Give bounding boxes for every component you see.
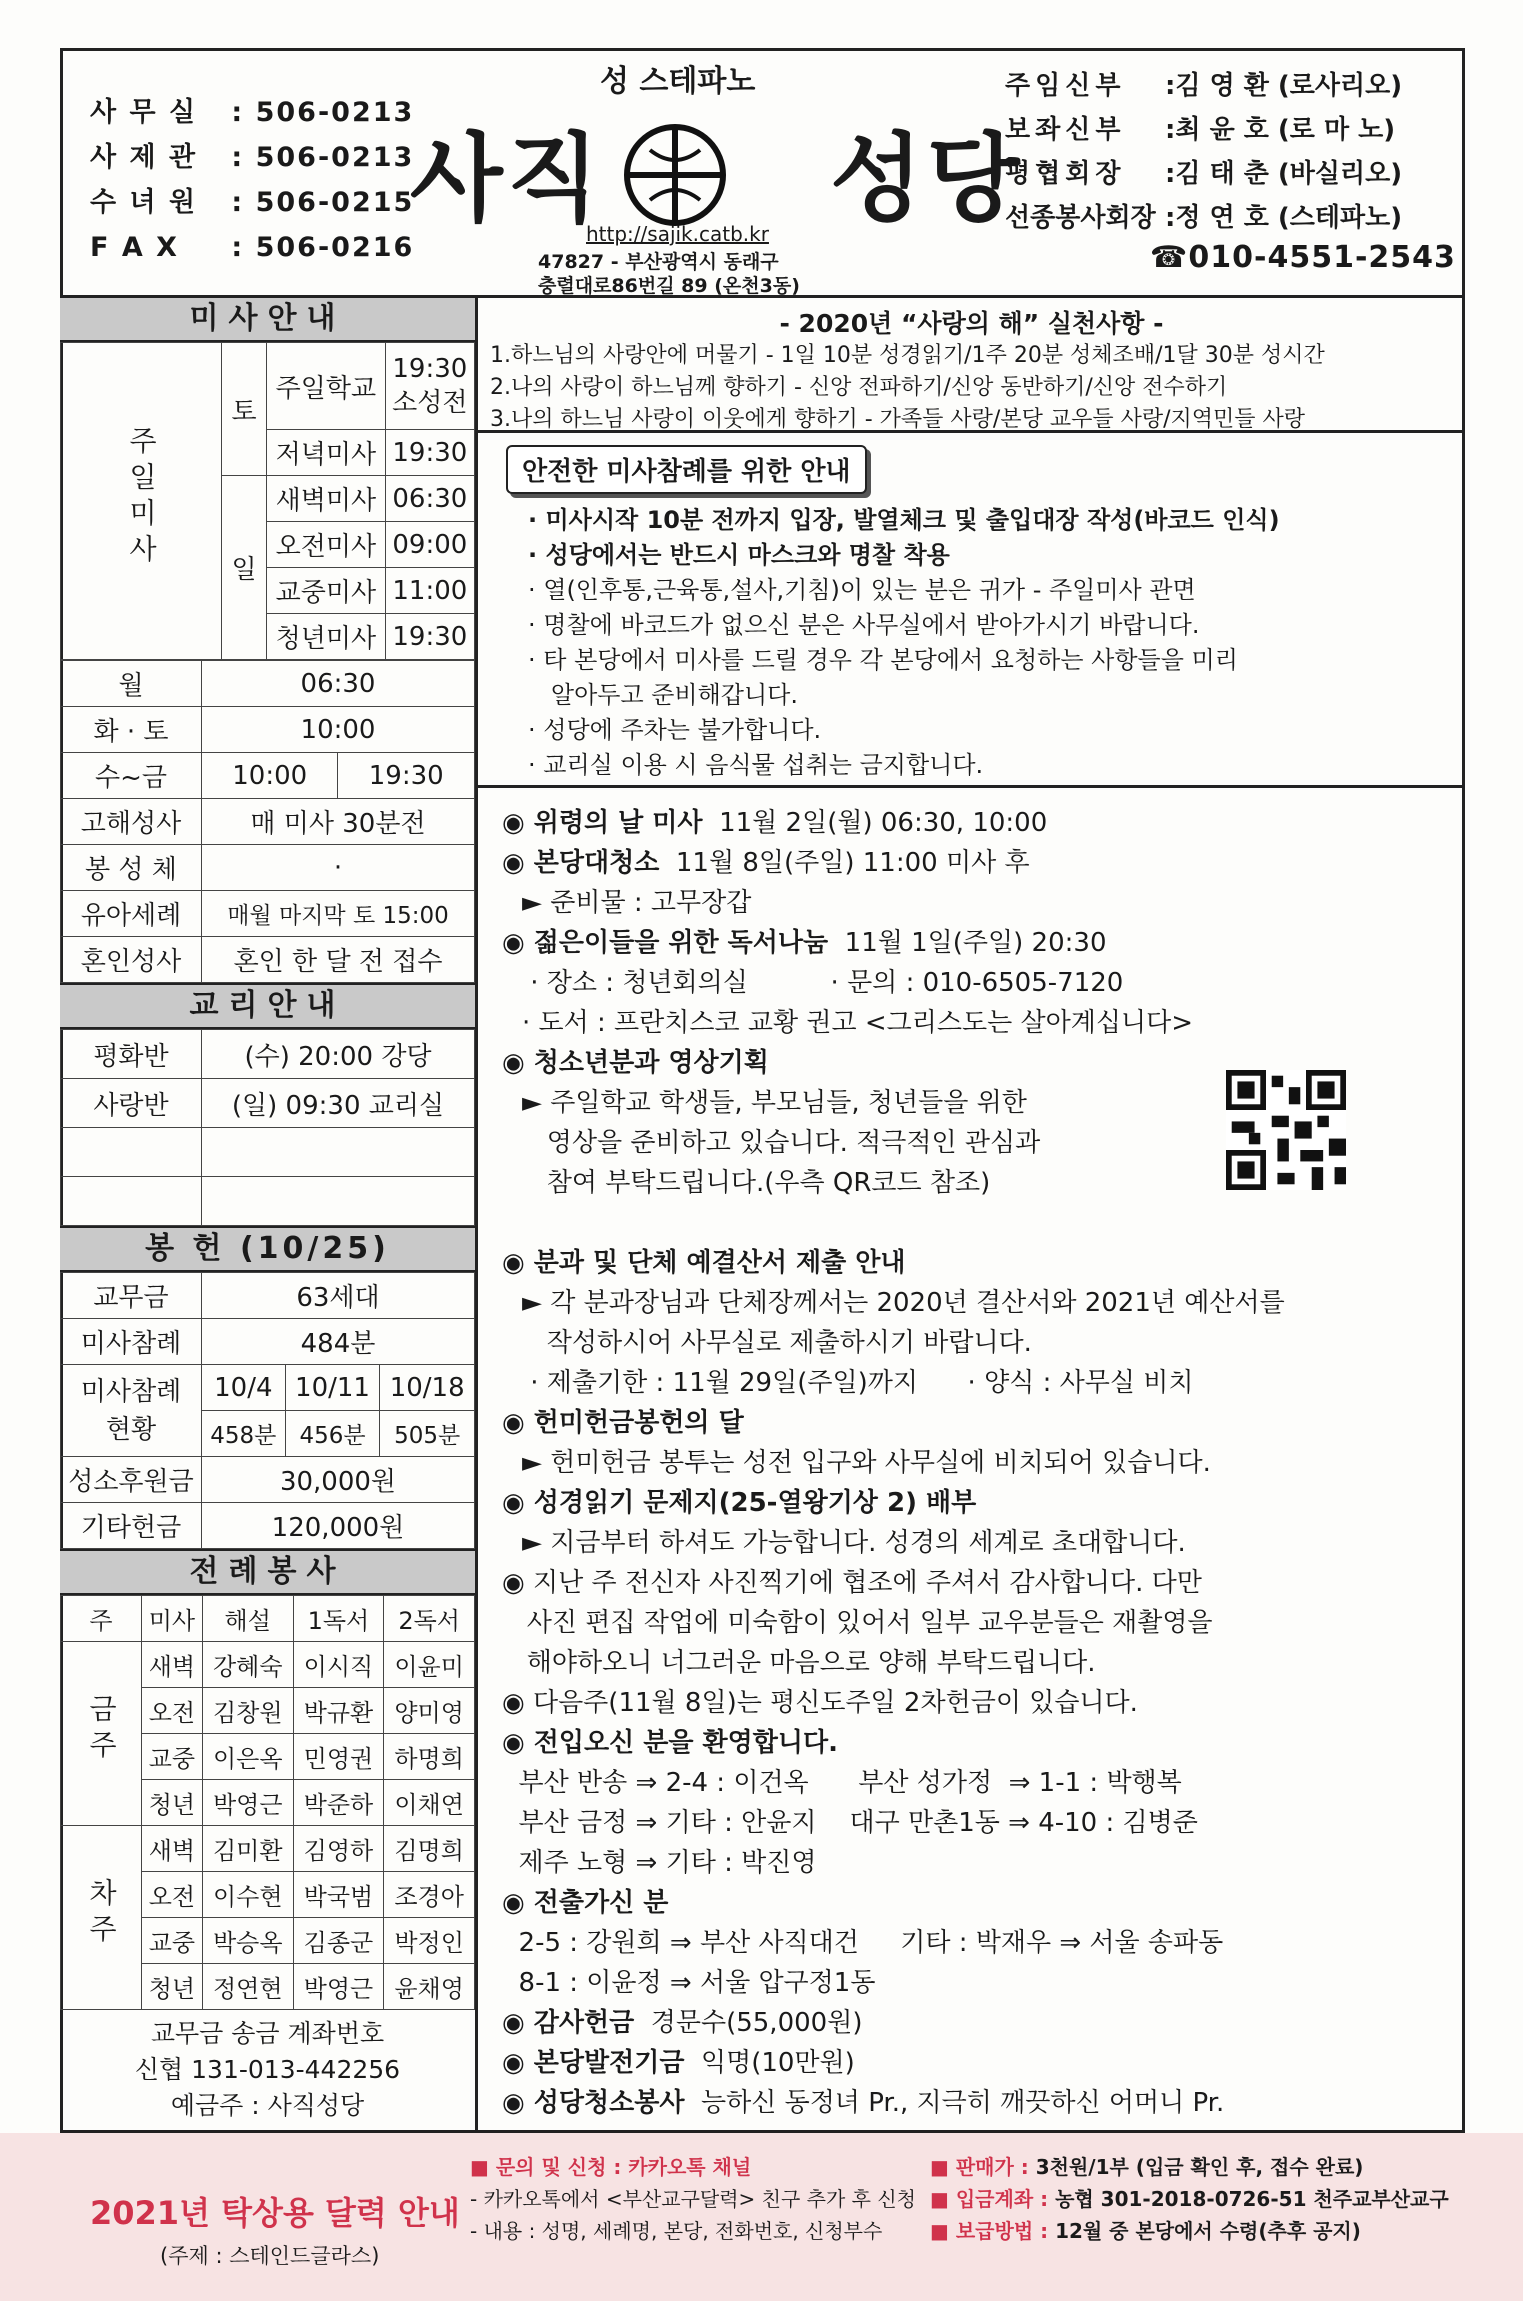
sacrament-name: 혼인성사: [61, 937, 202, 983]
liturgy-cell: 이수현: [202, 1872, 293, 1918]
mass-time: 19:30: [385, 430, 474, 476]
sacrament-name: 봉 성 체: [61, 845, 202, 891]
weekday-time: 10:00: [202, 753, 338, 799]
liturgy-cell: 청년: [142, 1964, 203, 2010]
liturgy-cell: 청년: [142, 1780, 203, 1826]
liturgy-cell: 박영근: [202, 1780, 293, 1826]
liturgy-cell: 박정인: [384, 1918, 475, 1964]
offering-name: 교무금: [61, 1273, 202, 1319]
news-line: · 도서 : 프란치스코 교황 권고 <그리스도는 살아계십니다>: [522, 1008, 1193, 1038]
liturgy-cell: 오전: [142, 1872, 203, 1918]
safety-item: · 성당에 주차는 불가합니다.: [528, 716, 822, 744]
class-name: 평화반: [61, 1030, 202, 1079]
sacrament-value: 혼인 한 달 전 접수: [202, 937, 475, 983]
contact-rectory: 사 제 관 : 506-0213: [90, 142, 415, 173]
liturgy-cell: 박준하: [293, 1780, 384, 1826]
news-line: ◉ 본당발전기금 익명(10만원): [502, 2048, 855, 2078]
empty-cell: [202, 1128, 475, 1177]
header: 사 무 실 : 506-0213 사 제 관 : 506-0213 수 녀 원 : 506-0215 F A X : 506-0216 성 스테파노 사직 성당 http://sajik.catb.kr 47827 - 부산광역시 동래구 충렬대로86번길 89 (온천3동) 주임신부 : 김 영 환 (로사리오) 보좌신부 : 최 윤 호 (로 마 노) 평협회장 : 김 태 춘 (바실리오) 선종봉사회장 : 정 연 호 (스테파노) ☎010-4551-2543: [60, 48, 1465, 298]
safety-item: · 명찰에 바코드가 없으신 분은 사무실에서 받아가시기 바랍니다.: [528, 611, 1200, 639]
news-line: ◉ 청소년분과 영상기획: [502, 1048, 769, 1078]
qr-code-icon[interactable]: [1226, 1070, 1346, 1190]
next-week-label: 차주: [61, 1826, 142, 2010]
staff-list: [1005, 64, 1402, 240]
liturgy-cell: 새벽: [142, 1826, 203, 1872]
liturgy-cell: 이시직: [293, 1642, 384, 1688]
phone-number: ☎010-4551-2543: [1150, 240, 1456, 275]
news-line: ◉ 젊은이들을 위한 독서나눔 11월 1일(주일) 20:30: [502, 928, 1107, 958]
liturgy-cell: 김종군: [293, 1918, 384, 1964]
offering-name: 기타헌금: [61, 1503, 202, 1549]
liturgy-cell: 민영권: [293, 1734, 384, 1780]
offering-value: 484분: [202, 1319, 475, 1365]
contact-office: 사 무 실 : 506-0213: [90, 97, 415, 128]
liturgy-cell: 이윤미: [384, 1642, 475, 1688]
liturgy-cell: 교중: [142, 1734, 203, 1780]
mass-name: 오전미사: [267, 522, 386, 568]
liturgy-header: 미사: [142, 1596, 203, 1642]
catechism-title: 교리안내: [60, 983, 475, 1029]
mass-guide-title: 미사안내: [60, 298, 475, 342]
safety-item: 알아두고 준비해갑니다.: [528, 681, 798, 709]
liturgy-cell: 박영근: [293, 1964, 384, 2010]
mass-name: 교중미사: [267, 568, 386, 614]
weekday-time: 19:30: [338, 753, 475, 799]
liturgy-header: 1독서: [293, 1596, 384, 1642]
liturgy-cell: 정연현: [202, 1964, 293, 2010]
liturgy-cell: 강혜숙: [202, 1642, 293, 1688]
mass-name: 청년미사: [267, 614, 386, 660]
empty-cell: [202, 1177, 475, 1226]
class-name: 사랑반: [61, 1079, 202, 1128]
mass-time: 09:00: [385, 522, 474, 568]
staff-row: 선종봉사회장 : 정 연 호 (스테파노): [1005, 203, 1403, 233]
news-line: ► 각 분과장님과 단체장께서는 2020년 결산서와 2021년 예산서를: [522, 1288, 1285, 1318]
catechism-table: [60, 1029, 475, 1226]
safety-item: · 교리실 이용 시 음식물 섭취는 금지합니다.: [528, 751, 984, 779]
mass-time: 11:00: [385, 568, 474, 614]
sacrament-name: 유아세례: [61, 891, 202, 937]
news-line: 8-1 : 이윤정 ⇒ 서울 압구정1동: [502, 1968, 876, 1998]
news-line: 작성하시어 사무실로 제출하시기 바랍니다.: [522, 1328, 1032, 1358]
news-line: · 장소 : 청년회의실 · 문의 : 010-6505-7120: [522, 968, 1124, 998]
goal-item: 3.나의 하느님 사랑이 이웃에게 향하기 - 가족들 사랑/본당 교우들 사랑/지역민들 사랑: [490, 407, 1306, 432]
news-line: 참여 부탁드립니다.(우측 QR코드 참조): [522, 1168, 991, 1198]
offering-value: 63세대: [202, 1273, 475, 1319]
news-line: ► 주일학교 학생들, 부모님들, 청년들을 위한: [522, 1088, 1027, 1118]
liturgy-cell: 윤채영: [384, 1964, 475, 2010]
news-line: 사진 편집 작업에 미숙함이 있어서 일부 교우분들은 재촬영을: [502, 1608, 1213, 1638]
liturgy-table: [60, 1595, 475, 2010]
mass-name: 새벽미사: [267, 476, 386, 522]
liturgy-cell: 김창원: [202, 1688, 293, 1734]
saturday-label: 토: [222, 343, 267, 476]
news-line: 제주 노형 ⇒ 기타 : 박진영: [502, 1848, 817, 1878]
liturgy-cell: 조경아: [384, 1872, 475, 1918]
address: 47827 - 부산광역시 동래구 충렬대로86번길 89 (온천3동): [538, 251, 800, 297]
liturgy-cell: 오전: [142, 1688, 203, 1734]
offering-value: 30,000원: [202, 1457, 475, 1503]
safety-item: · 성당에서는 반드시 마스크와 명찰 착용: [528, 541, 950, 569]
church-logo-icon: [620, 120, 730, 230]
news-line: ► 지금부터 하셔도 가능합니다. 성경의 세계로 초대합니다.: [522, 1528, 1186, 1558]
attendance-date: 10/11: [285, 1365, 380, 1411]
safety-section: [478, 433, 1465, 788]
sacrament-value: ·: [202, 845, 475, 891]
news-line: ◉ 전입오신 분을 환영합니다.: [502, 1728, 838, 1758]
liturgy-cell: 교중: [142, 1918, 203, 1964]
news-line: ◉ 지난 주 전신자 사진찍기에 협조에 주셔서 감사합니다. 다만: [502, 1568, 1202, 1598]
footer-inquiry: ■ 문의 및 신청 : 카카오톡 채널 - 카카오톡에서 <부산교구달력> 친구 추가 후 신청 - 내용 : 성명, 세례명, 본당, 전화번호, 신청부수: [470, 2155, 916, 2243]
empty-cell: [61, 1128, 202, 1177]
liturgy-cell: 박국범: [293, 1872, 384, 1918]
attendance-date: 10/4: [202, 1365, 286, 1411]
news-line: ◉ 전출가신 분: [502, 1888, 669, 1918]
mass-name: 저녁미사: [267, 430, 386, 476]
attendance-date: 10/18: [380, 1365, 475, 1411]
sunday-mass-label: 주일미사: [61, 343, 222, 660]
liturgy-title: 전례봉사: [60, 1549, 475, 1595]
safety-item: · 미사시작 10분 전까지 입장, 발열체크 및 출입대장 작성(바코드 인식): [528, 506, 1280, 534]
news-line: 영상을 준비하고 있습니다. 적극적인 관심과: [522, 1128, 1041, 1158]
liturgy-cell: 박규환: [293, 1688, 384, 1734]
offering-name: 미사참례: [61, 1319, 202, 1365]
account-info: 교무금 송금 계좌번호 신협 131-013-442256 예금주 : 사직성당: [134, 2019, 401, 2120]
safety-item: · 타 본당에서 미사를 드릴 경우 각 본당에서 요청하는 사항들을 미리: [528, 646, 1238, 674]
news-line: 해야하오니 너그러운 마음으로 양해 부탁드립니다.: [502, 1648, 1096, 1678]
attendance-value: 456분: [285, 1411, 380, 1457]
weekday-time: 06:30: [202, 661, 475, 707]
empty-cell: [61, 1177, 202, 1226]
liturgy-cell: 박승옥: [202, 1918, 293, 1964]
news-line: 2-5 : 강원희 ⇒ 부산 사직대건 기타 : 박재우 ⇒ 서울 송파동: [502, 1928, 1224, 1958]
liturgy-cell: 김미환: [202, 1826, 293, 1872]
liturgy-cell: 하명희: [384, 1734, 475, 1780]
church-subtitle: 성 스테파노: [600, 64, 756, 99]
news-line: ► 헌미헌금 봉투는 성전 입구와 사무실에 비치되어 있습니다.: [522, 1448, 1211, 1478]
sacrament-name: 고해성사: [61, 799, 202, 845]
sacrament-value: 매월 마지막 토 15:00: [202, 891, 475, 937]
news-line: 부산 금정 ⇒ 기타 : 안윤지 대구 만촌1동 ⇒ 4-10 : 김병준: [502, 1808, 1198, 1838]
offering-name: 성소후원금: [61, 1457, 202, 1503]
footer-subtitle: (주제 : 스테인드글라스): [160, 2244, 380, 2268]
footer-title: 2021년 탁상용 달력 안내: [90, 2194, 460, 2232]
sunday-label: 일: [222, 476, 267, 660]
liturgy-cell: 김명희: [384, 1826, 475, 1872]
class-value: (수) 20:00 강당: [202, 1030, 475, 1079]
liturgy-cell: 이은옥: [202, 1734, 293, 1780]
weekday-day: 화 · 토: [61, 707, 202, 753]
contact-list: [90, 90, 414, 270]
footer-sales: ■ 판매가 : 3천원/1부 (입금 확인 후, 접수 완료) ■ 입금계좌 : 농협 301-2018-0726-51 천주교부산교구 ■ 보급방법 : 12월 중 본당에서 수령(추후 공지): [930, 2155, 1449, 2243]
safety-list: [528, 503, 1280, 783]
staff-row: 평협회장 : 김 태 춘 (바실리오): [1005, 159, 1403, 189]
news-line: ◉ 다음주(11월 8일)는 평신도주일 2차헌금이 있습니다.: [502, 1688, 1138, 1718]
mass-time: 19:30 소성전: [385, 343, 474, 430]
safety-title: 안전한 미사참례를 위한 안내: [506, 445, 867, 494]
liturgy-header: 2독서: [384, 1596, 475, 1642]
liturgy-header: 주: [61, 1596, 142, 1642]
liturgy-cell: 이채연: [384, 1780, 475, 1826]
news-line: ◉ 성당청소봉사 능하신 동정녀 Pr., 지극히 깨끗하신 어머니 Pr.: [502, 2088, 1225, 2118]
liturgy-header: 해설: [202, 1596, 293, 1642]
liturgy-cell: 새벽: [142, 1642, 203, 1688]
news-line: ◉ 분과 및 단체 예결산서 제출 안내: [502, 1248, 906, 1278]
attendance-label: 미사참례 현황: [61, 1365, 202, 1457]
goal-item: 2.나의 사랑이 하느님께 향하기 - 신앙 전파하기/신앙 동반하기/신앙 전수하기: [490, 375, 1228, 400]
mass-name: 주일학교: [267, 343, 386, 430]
offering-value: 120,000원: [202, 1503, 475, 1549]
offering-table: [60, 1272, 475, 1549]
news-line: ◉ 본당대청소 11월 8일(주일) 11:00 미사 후: [502, 848, 1030, 878]
goals-title: - 2020년 “사랑의 해” 실천사항 -: [779, 309, 1164, 338]
contact-convent: 수 녀 원 : 506-0215: [90, 187, 415, 218]
weekday-mass-table: [60, 660, 475, 983]
goal-item: 1.하느님의 사랑안에 머물기 - 1일 10분 성경읽기/1주 20분 성체조배/1달 30분 성시간: [490, 343, 1325, 368]
mass-table: [60, 342, 475, 660]
news-line: ► 준비물 : 고무장갑: [522, 888, 752, 918]
news-line: ◉ 헌미헌금봉헌의 달: [502, 1408, 744, 1438]
liturgy-cell: 양미영: [384, 1688, 475, 1734]
class-value: (일) 09:30 교리실: [202, 1079, 475, 1128]
mass-guide-section: [60, 298, 478, 2132]
news-line: ◉ 감사헌금 경문수(55,000원): [502, 2008, 863, 2038]
news-line: ◉ 성경읽기 문제지(25-열왕기상 2) 배부: [502, 1488, 977, 1518]
this-week-label: 금주: [61, 1642, 142, 1826]
staff-row: 보좌신부 : 최 윤 호 (로 마 노): [1005, 115, 1396, 145]
mass-time: 06:30: [385, 476, 474, 522]
goals-section: [478, 298, 1465, 433]
weekday-time: 10:00: [202, 707, 475, 753]
website-link[interactable]: http://sajik.catb.kr: [586, 222, 769, 246]
weekday-day: 월: [61, 661, 202, 707]
staff-row: 주임신부 : 김 영 환 (로사리오): [1005, 71, 1403, 101]
attendance-value: 458분: [202, 1411, 286, 1457]
liturgy-cell: 김영하: [293, 1826, 384, 1872]
contact-fax: F A X : 506-0216: [90, 232, 415, 263]
calendar-footer: [0, 2133, 1523, 2301]
weekday-day: 수~금: [61, 753, 202, 799]
safety-item: · 열(인후통,근육통,설사,기침)이 있는 분은 귀가 - 주일미사 관면: [528, 576, 1196, 604]
news-line: · 제출기한 : 11월 29일(주일)까지 · 양식 : 사무실 비치: [522, 1368, 1194, 1398]
news-line: 부산 반송 ⇒ 2-4 : 이건옥 부산 성가정 ⇒ 1-1 : 박행복: [502, 1768, 1182, 1798]
offering-title: 봉 헌 (10/25): [60, 1226, 475, 1272]
attendance-value: 505분: [380, 1411, 475, 1457]
news-line: ◉ 위령의 날 미사 11월 2일(월) 06:30, 10:00: [502, 808, 1048, 838]
sacrament-value: 매 미사 30분전: [202, 799, 475, 845]
mass-time: 19:30: [385, 614, 474, 660]
